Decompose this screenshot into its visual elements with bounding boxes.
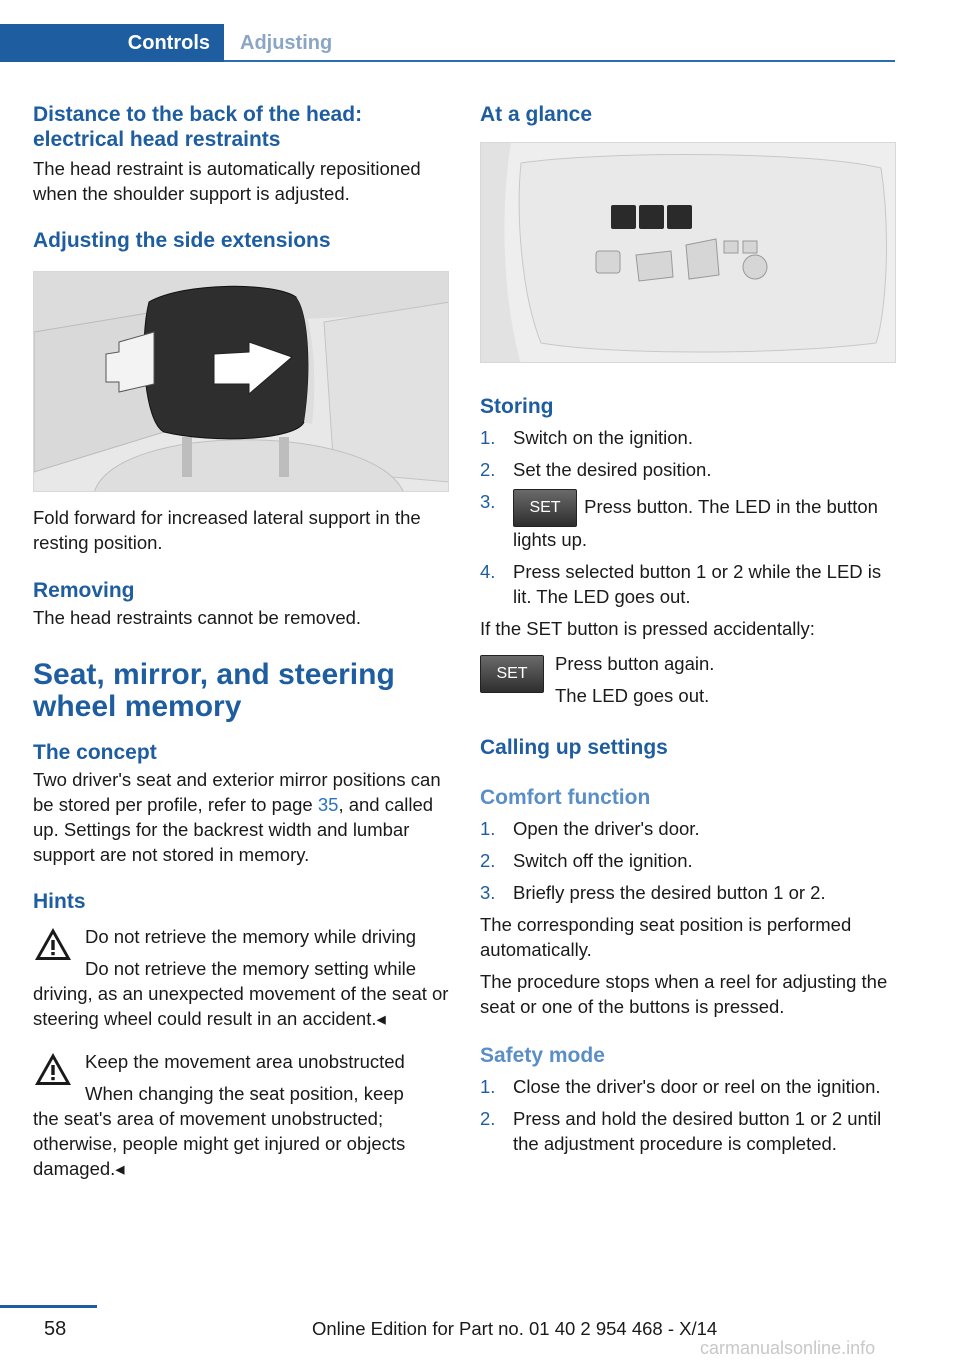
heading-safety: Safety mode [480, 1044, 605, 1067]
head-restraint-illustration [33, 271, 449, 492]
list-item: 4. Press selected button 1 or 2 while the LED is lit. The LED goes out. [480, 561, 882, 607]
heading-comfort: Comfort function [480, 786, 651, 809]
warning-text-first: When changing the seat position, keep [85, 1083, 404, 1104]
footer-rule [0, 1305, 97, 1308]
warning-title: Keep the movement area unobstructed [85, 1051, 405, 1072]
list-item: 2. Set the desired position. [480, 459, 712, 480]
list-item: 1. Open the driver's door. [480, 818, 700, 839]
left-column [33, 102, 449, 1181]
page-link[interactable]: 35 [317, 794, 339, 815]
set-button-icon: SET [513, 489, 577, 527]
list-item: 3. Briefly press the desired button 1 or 2. [480, 882, 826, 903]
right-column [480, 102, 896, 1163]
comfort-steps [480, 816, 896, 905]
heading-distance: Distance to the back of the head: electrical head restraints [33, 103, 363, 151]
chapter-tabs [0, 24, 895, 62]
paragraph-corresponding: The corresponding seat position is performed automatically. [480, 914, 852, 960]
warning-text-first: Do not retrieve the memory setting while [85, 958, 417, 979]
warning-movement-area [33, 1049, 449, 1181]
warning-icon [33, 926, 73, 962]
list-item: 2. Switch off the ignition. [480, 850, 693, 871]
warning-icon [33, 1051, 73, 1087]
heading-hints: Hints [33, 890, 86, 913]
list-item: 2. Press and hold the desired button 1 or 2 until the adjustment procedure is completed. [480, 1108, 882, 1154]
paragraph-removing: The head restraints cannot be removed. [33, 607, 362, 628]
warning-memory-driving [33, 924, 449, 1031]
paragraph-press-again: Press button again. [555, 653, 715, 674]
heading-calling-up: Calling up settings [480, 736, 668, 759]
list-item: 1. Switch on the ignition. [480, 427, 693, 448]
heading-storing: Storing [480, 395, 554, 418]
heading-memory: Seat, mirror, and steering wheel memory [33, 658, 395, 723]
paragraph-distance: The head restraint is automatically repositioned when the shoulder support is adjusted. [33, 158, 421, 204]
set-again-block [480, 651, 896, 713]
heading-side-extensions: Adjusting the side extensions [33, 229, 331, 252]
warning-text: driving, as an unexpected movement of the seat or steering wheel could result in an accident.◂ [33, 983, 449, 1029]
list-item: 3. SET Press button. The LED in the button lights up. [480, 491, 878, 550]
paragraph-fold: Fold forward for increased lateral support in the resting position. [33, 507, 421, 553]
warning-title: Do not retrieve the memory while driving [85, 926, 417, 947]
paragraph-accidental: If the SET button is pressed accidentally: [480, 618, 815, 639]
heading-at-a-glance: At a glance [480, 103, 593, 126]
safety-steps [480, 1074, 896, 1156]
watermark: carmanualsonline.info [700, 1338, 876, 1358]
paragraph-led-out: The LED goes out. [555, 685, 710, 706]
heading-concept: The concept [33, 741, 157, 764]
paragraph-procedure: The procedure stops when a reel for adjusting the seat or one of the buttons is pressed. [480, 971, 888, 1017]
edition-text: Online Edition for Part no. 01 40 2 954 468 - X/14 [312, 1318, 718, 1339]
tab-controls[interactable]: Controls [0, 24, 224, 62]
list-item: 1. Close the driver's door or reel on the ignition. [480, 1076, 881, 1097]
storing-steps [480, 425, 896, 609]
seat-buttons-illustration [480, 142, 896, 363]
warning-text: the seat's area of movement unobstructed; otherwise, people might get injured or objects damaged.◂ [33, 1108, 406, 1179]
heading-removing: Removing [33, 579, 135, 602]
page-number: 58 [44, 1318, 67, 1340]
set-button-icon: SET [480, 655, 544, 693]
tab-adjusting[interactable]: Adjusting [240, 32, 333, 54]
paragraph-concept: Two driver's seat and exterior mirror positions can be stored per profile, refer to page 35, and called up. Settings for the backrest width and lumbar support are not stored in memory. [33, 769, 441, 865]
